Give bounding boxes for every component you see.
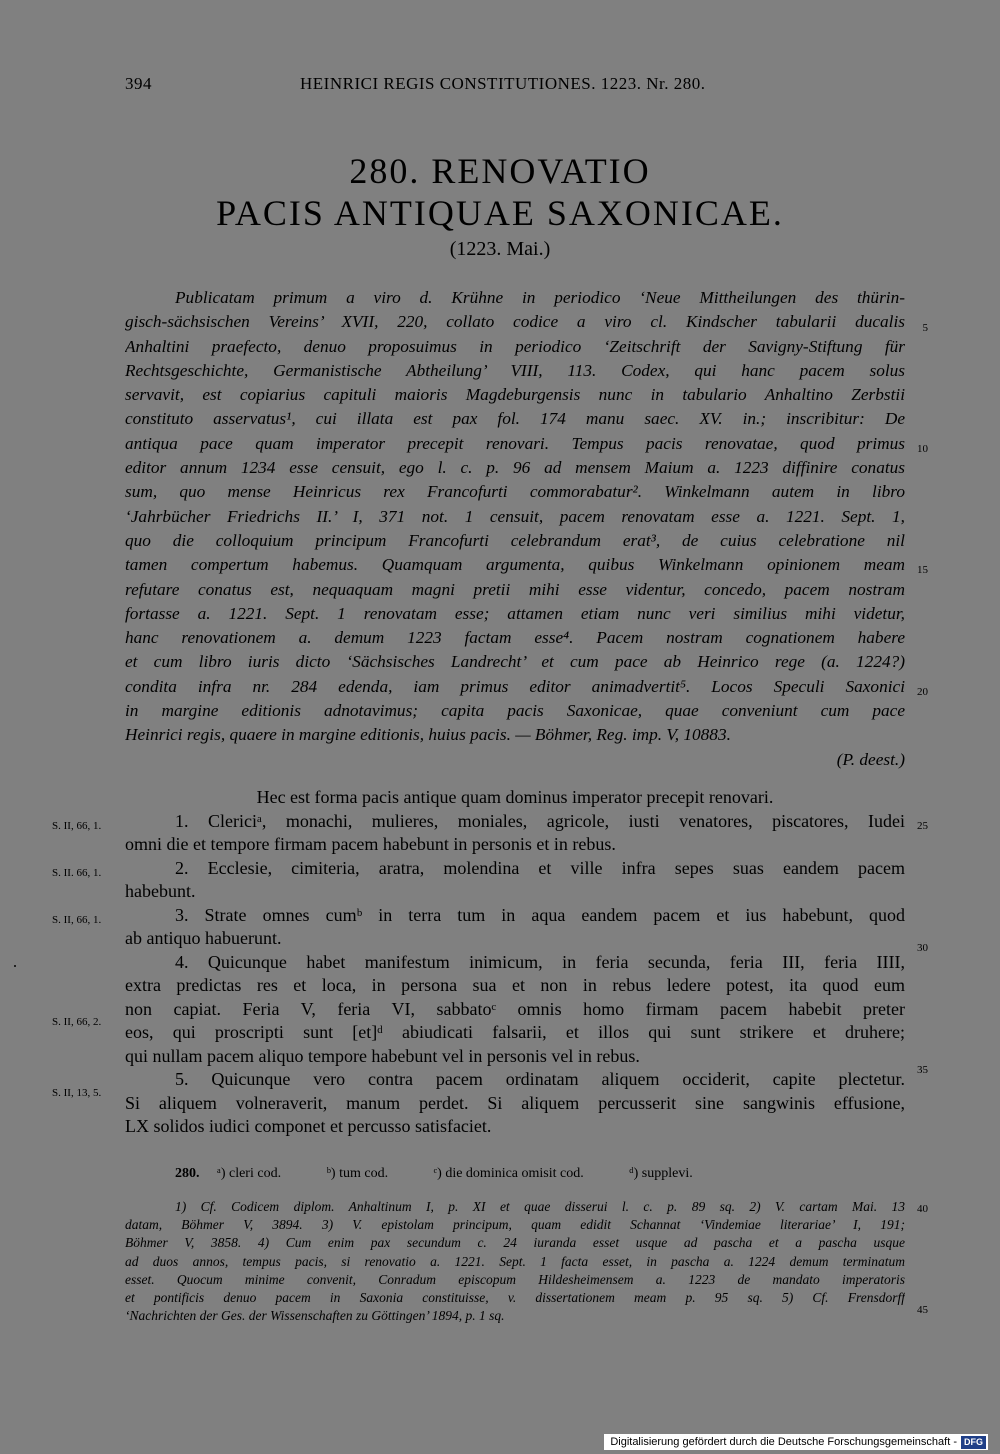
intro-line: Rechtsgeschichte, Germanistische Abtheilung’ VIII, 113. Codex, qui hanc pacem solus [125,360,905,380]
running-title: HEINRICI REGIS CONSTITUTIONES. 1223. Nr. 280. [300,74,706,93]
text-line: 1. Clericiᵃ, monachi, mulieres, moniales, agricole, iusti venatores, piscatores, Iudei [175,810,905,831]
text-line: extra predictas res et loca, in persona sua et non in rebus ledere potest, ita quod eum [125,975,905,995]
intro-line: Heinrici regis, quaere in margine editionis, huius pacis. — Böhmer, Reg. imp. V, 10883. [125,725,731,745]
intro-line: in margine editionis adnotavimus; capita pacis Saxonicae, quae conveniunt cum pace [125,701,905,721]
intro-line: gisch-sächsischen Vereins’ XVII, 220, collato codice a viro cl. Kindscher tabularii ducalis [125,312,905,332]
intro-line: fortasse a. 1221. Sept. 1 renovatam esse; attamen etiam nunc veri similius mihi videtur, [125,603,905,623]
variant-label: 280. [175,1166,200,1181]
margin-reference: S. II, 66, 2. [52,1016,102,1028]
document-title-line2: PACIS ANTIQUAE SAXONICAE. [216,193,784,233]
line-number: 35 [917,1064,928,1076]
edition-text [125,786,905,1139]
footnote-line: 1) Cf. Codicem diplom. Anhaltinum I, p. XI et quae disserui l. c. p. 89 sq. 2) V. cartam Mai. 13 [175,1199,905,1214]
variant-note: ᵃ) cleri cod. [217,1166,282,1181]
line-number: 25 [917,820,928,832]
text-line: 2. Ecclesie, cimiteria, aratra, molendina et ville infra sepes suas eandem pacem [175,857,905,878]
intro-line: editor annum 1234 esse censuit, ego l. c. p. 96 ad mensem Maium a. 1223 diffinire conatus [125,458,905,478]
line-number: 15 [917,564,928,576]
introduction [125,286,905,772]
intro-line: tamen compertum habemus. Quamquam argumenta, quibus Winkelmann opinionem meam [125,555,905,575]
intro-line: refutare conatus est, nequaquam magni pretii mihi esse videntur, concedo, pacem nostram [125,579,905,599]
intro-line: Anhaltini praefecto, denuo proposuimus in periodico ‘Zeitschrift der Savigny-Stiftung für [125,336,905,356]
line-number: 30 [917,942,928,954]
line-number: 5 [922,322,928,334]
text-line: 4. Quicunque habet manifestum inimicum, in feria secunda, feria III, feria IIII, [175,951,905,972]
line-number: 45 [917,1304,928,1316]
intro-line-pertz: (P. deest.) [836,749,905,769]
funding-notice [604,1434,988,1450]
intro-line: servavit, est copiarius capituli maioris Magdeburgensis nunc in tabulario Anhaltino Zerbstii [125,385,905,405]
text-line: eos, qui proscripti sunt [et]ᵈ abiudicati falsarii, et illos qui sunt strikere et druhere; [125,1022,905,1042]
line-number: 10 [917,443,928,455]
document-title-line1: 280. RENOVATIO [349,151,651,191]
footnote-line: et pontificis denuo pacem in Saxonia constituisse, v. dissertationem meam p. 95 sq. 5) Cf. Frensdorff [125,1289,905,1305]
intro-line: hanc renovationem a. demum 1223 factam esse⁴. Pacem nostram cognationem habere [125,628,905,648]
footnote-line: datam, Böhmer V, 3894. 3) V. epistolam principum, quam edidit Schannat ‘Vindemiae literariae’ I, 191; [125,1217,905,1233]
document-date: (1223. Mai.) [449,238,551,260]
running-head [125,70,905,98]
variant-note: ᶜ) die dominica omisit cod. [433,1166,584,1181]
text-line: Si aliquem volneraverit, manum perdet. Si aliquem percusserit sine sangwinis effusione, [125,1092,905,1113]
text-line: omni die et tempore firmam pacem habebunt in personis et in rebus. [125,834,616,854]
text-line: LX solidos iudici componet et percusso satisfaciet. [125,1116,492,1136]
variant-notes [175,1166,905,1182]
footnote-line: esset. Quocum minime convenit, Conradum episcopum Hildesheimensem a. 1223 de mandato imperatoris [125,1271,905,1287]
intro-line: et cum libro iuris dicto ‘Sächsisches Landrecht’ et cum pace ab Heinrico rege (a. 1224?) [125,652,905,672]
intro-line: constituto asservatus¹, cui illata est pax fol. 174 manu saec. XV. in.; inscribitur: De [125,409,905,429]
text-line: non capiat. Feria V, feria VI, sabbatoᶜ omnis homo firmam pacem habebit preter [125,998,905,1019]
text-heading: Hec est forma pacis antique quam dominus imperator precepit renovari. [256,787,774,807]
footnote-line: ad duos annos, tempus pacis, si renovatio a. 1221. Sept. 1 facta esset, in pascha a. 1224 demum terminatum [125,1253,905,1269]
page-number: 394 [125,74,152,93]
margin-reference: S. II, 66, 1. [52,820,102,832]
intro-line: sum, quo mense Heinricus rex Francofurti commorabatur². Winkelmann autem in libro [125,482,905,502]
footnote-line: Böhmer V, 3858. 4) Cum enim pax secundum c. 24 iuranda esset usque ad pascha et a pascha usque [125,1235,905,1251]
variant-note: ᵇ) tum cod. [326,1166,389,1181]
text-line: qui nullam pacem aliquo tempore habebunt vel in personis vel in rebus. [125,1045,640,1066]
scan-speck [14,965,16,967]
footnotes [125,1198,905,1325]
intro-line: quo die colloquium principum Francofurti celebrandum erat³, de cuius celebratione nil [125,530,905,550]
intro-line: ‘Jahrbücher Friedrichs II.’ I, 371 not. 1 censuit, pacem renovatam esse a. 1221. Sept. 1, [125,506,905,526]
text-line: habebunt. [125,881,196,901]
line-number: 40 [917,1203,928,1215]
footnote-line: ‘Nachrichten der Ges. der Wissenschaften zu Göttingen’ 1894, p. 1 sq. [125,1308,505,1324]
margin-reference: S. II, 66, 1. [52,914,102,926]
dfg-logo-icon: DFG [961,1436,986,1449]
intro-line: antiqua pace quam imperator precepit renovari. Tempus pacis renovatae, quod primus [125,433,905,453]
text-line: 5. Quicunque vero contra pacem ordinatam aliquem occiderit, capite plectetur. [175,1069,905,1089]
intro-line: Publicatam primum a viro d. Krühne in periodico ‘Neue Mittheilungen des thürin- [175,288,905,307]
intro-line: condita infra nr. 284 edenda, iam primus editor animadvertit⁵. Locos Speculi Saxonici [125,676,905,696]
line-number: 20 [917,686,928,698]
text-line: 3. Strate omnes cumᵇ in terra tum in aqua eandem pacem et ius habebunt, quod [175,904,905,925]
margin-reference: S. II, 13, 5. [52,1087,102,1099]
funding-text: Digitalisierung gefördert durch die Deutsche Forschungsgemeinschaft - [610,1436,957,1448]
variant-note: ᵈ) supplevi. [629,1166,693,1181]
text-line: ab antiquo habuerunt. [125,928,282,948]
margin-reference: S. II. 66, 1. [52,867,102,879]
